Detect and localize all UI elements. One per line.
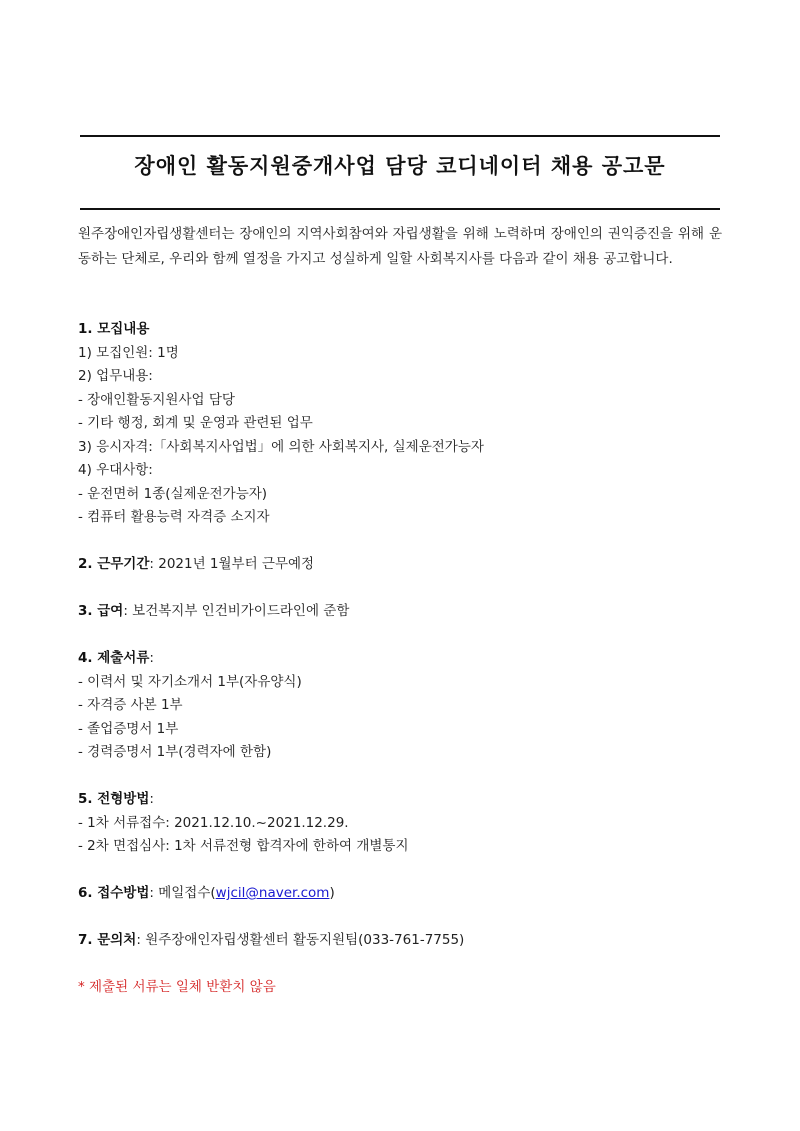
document-item: - 자격증 사본 1부 — [78, 697, 183, 713]
section-4-colon: : — [149, 650, 154, 666]
title-top-rule — [80, 135, 720, 137]
selection-step: - 2차 면접심사: 1차 서류전형 합격자에 한하여 개별통지 — [78, 838, 409, 854]
document-item: - 경력증명서 1부(경력자에 한함) — [78, 744, 272, 760]
return-notice: * 제출된 서류는 일체 반환치 않음 — [78, 979, 276, 995]
section-4-documents — [78, 647, 722, 671]
job-duty-item: - 기타 행정, 회계 및 운영과 관련된 업무 — [78, 415, 313, 431]
job-duty-item: - 장애인활동지원사업 담당 — [78, 391, 235, 408]
recruit-count: 1) 모집인원: 1명 — [78, 344, 179, 361]
section-7-value: : 원주장애인자립생활센터 활동지원팀(033-761-7755) — [136, 932, 465, 948]
page-title: 장애인 활동지원중개사업 담당 코디네이터 채용 공고문 — [134, 153, 666, 178]
title-bottom-rule — [80, 208, 720, 210]
section-3-salary — [78, 600, 722, 624]
section-1-heading: 1. 모집내용 — [78, 321, 150, 337]
email-link[interactable]: wjcil@naver.com — [215, 885, 330, 901]
document-item: - 이력서 및 자기소개서 1부(자유양식) — [78, 673, 302, 690]
section-7-contact — [78, 929, 722, 953]
intro-paragraph: 원주장애인자립생활센터는 장애인의 지역사회참여와 자립생활을 위해 노력하며 장애인의 권익증진을 위해 운동하는 단체로, 우리와 함께 열정을 가지고 성실하게 일할 사회복지사를 다음과 같이 채용 공고합니다. — [78, 226, 722, 267]
document-item: - 졸업증명서 1부 — [78, 720, 179, 737]
job-duties-label: 2) 업무내용: — [78, 368, 153, 384]
section-7-label: 7. 문의처 — [78, 932, 137, 948]
selection-step: - 1차 서류접수: 2021.12.10.~2021.12.29. — [78, 814, 349, 831]
section-5-colon: : — [149, 791, 154, 807]
section-3-label: 3. 급여 — [78, 603, 124, 619]
announcement-body — [78, 318, 722, 1000]
section-6-prefix: : 메일접수( — [149, 885, 216, 901]
section-2-value: : 2021년 1월부터 근무예정 — [149, 556, 315, 572]
preference-item: - 컴퓨터 활용능력 자격증 소지자 — [78, 509, 270, 525]
section-6-application — [78, 882, 722, 906]
preference-label: 4) 우대사항: — [78, 462, 153, 478]
section-5-label: 5. 전형방법 — [78, 791, 150, 807]
qualification: 3) 응시자격:「사회복지사업법」에 의한 사회복지사, 실제운전가능자 — [78, 438, 484, 455]
section-2-label: 2. 근무기간 — [78, 556, 150, 572]
section-3-value: : 보건복지부 인건비가이드라인에 준함 — [123, 603, 350, 619]
section-5-selection — [78, 788, 722, 812]
section-6-label: 6. 접수방법 — [78, 885, 150, 901]
section-2-work-period — [78, 553, 722, 577]
section-6-suffix: ) — [329, 885, 335, 901]
preference-item: - 운전면허 1종(실제운전가능자) — [78, 485, 268, 502]
section-4-label: 4. 제출서류 — [78, 650, 150, 666]
